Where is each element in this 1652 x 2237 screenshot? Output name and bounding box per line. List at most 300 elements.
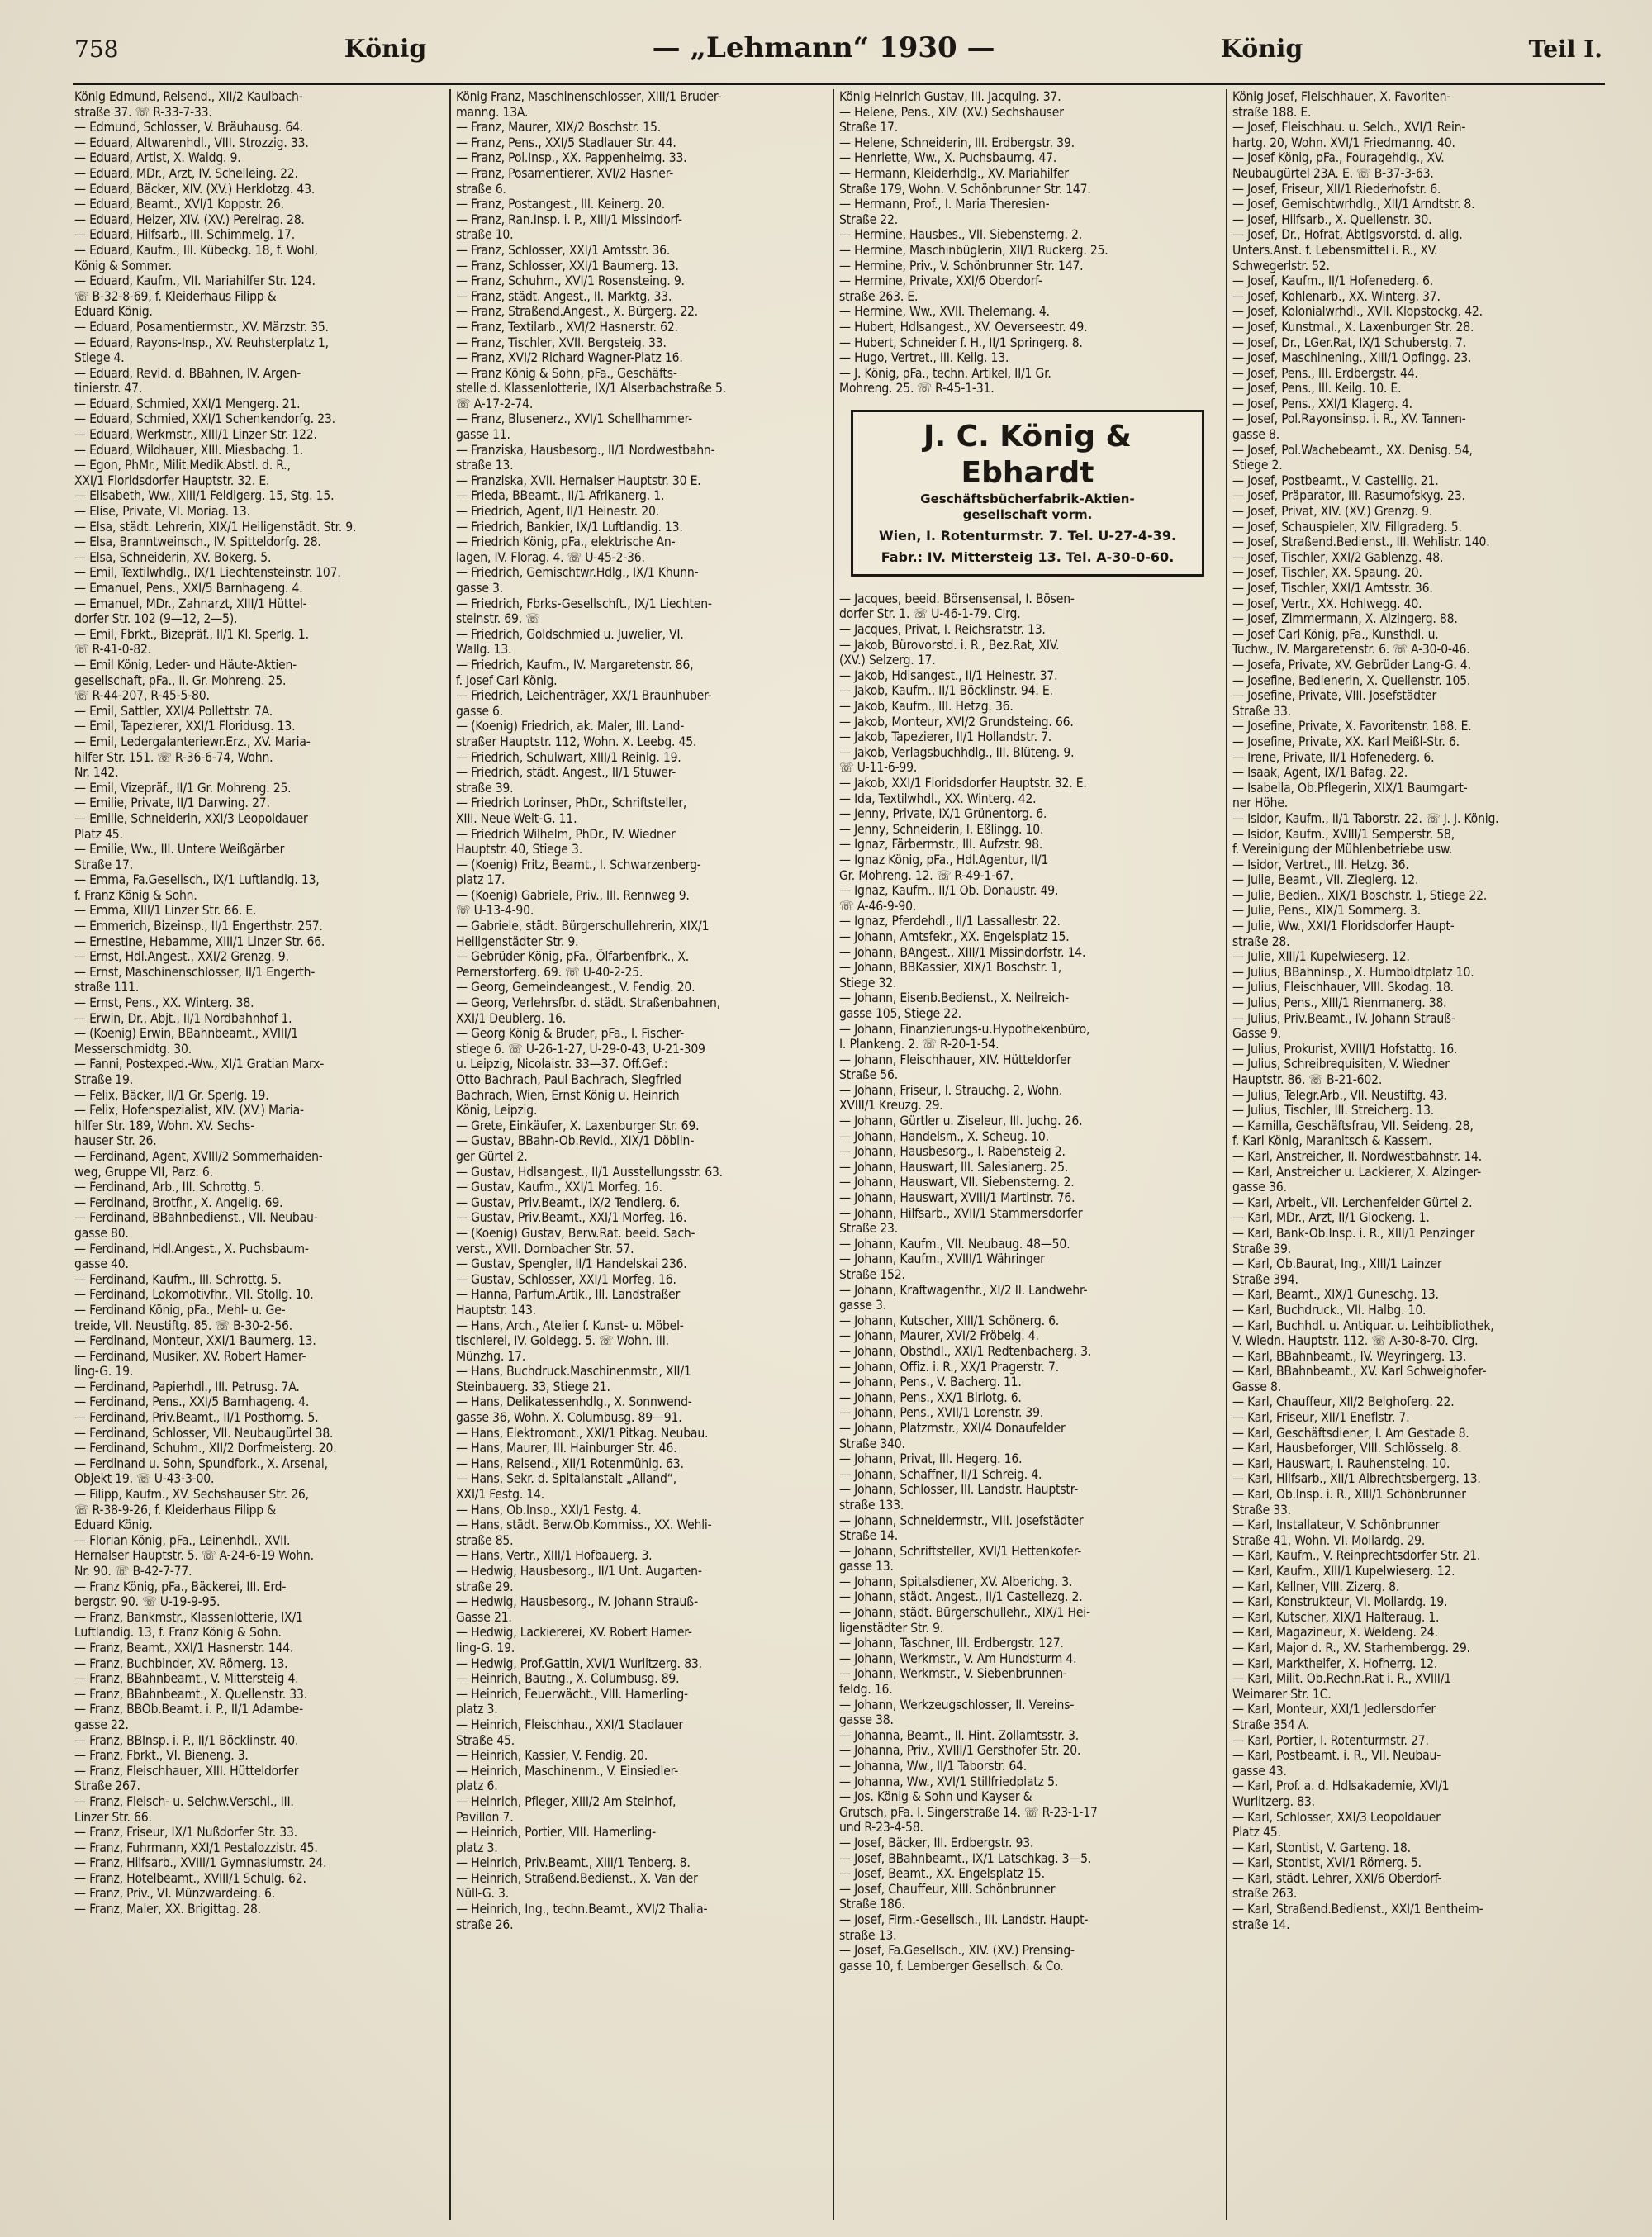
directory-entry-line: — Ferdinand, Priv.Beamt., II/1 Posthorng. 5. [74,1410,319,1426]
directory-entry-line: straße 263. E. [839,288,919,304]
directory-entry-line: — Josef, Kaufm., II/1 Hofenederg. 6. [1232,273,1434,289]
header-right-name: König [1220,35,1303,64]
directory-entry-line: und R-23-4-58. [839,1820,923,1836]
directory-entry-line: ☏ U-11-6-99. [839,760,918,776]
directory-entry-line: — Hermine, Ww., XVII. Thelemang. 4. [839,304,1050,320]
directory-entry-line: — Johann, Hauswart, VII. Siebensterng. 2. [839,1175,1075,1190]
directory-entry-line: manng. 13A. [456,104,529,120]
directory-entry-line: Straße 186. [839,1897,905,1912]
directory-entry-line: — Franz, Fbrkt., VI. Bieneng. 3. [74,1748,249,1764]
directory-entry-line: — Julius, Tischler, III. Streicherg. 13. [1232,1103,1435,1118]
directory-entry-line: — Hans, Reisend., XII/1 Rotenmühlg. 63. [456,1456,684,1471]
header-part: Teil I. [1528,36,1602,63]
directory-entry-line: — Karl, Anstreicher u. Lackierer, X. Alzinger- [1232,1164,1481,1180]
directory-entry-line: — Ferdinand, Papierhdl., III. Petrusg. 7A. [74,1379,300,1394]
directory-entry-line: — Johann, Hauswart, XVIII/1 Martinstr. 76. [839,1190,1075,1206]
directory-entry-line: — Karl, MDr., Arzt, II/1 Glockeng. 1. [1232,1210,1430,1226]
directory-entry-line: Straße 56. [839,1067,898,1083]
directory-entry-line: — Josef, Maschinening., XIII/1 Opfingg. 23. [1232,350,1472,366]
directory-entry-line: Gr. Mohreng. 12. ☏ R-49-1-67. [839,867,1014,883]
directory-entry-line: — Emma, Fa.Gesellsch., IX/1 Luftlandig. 13, [74,872,320,888]
directory-entry-line: platz 17. [456,872,506,888]
directory-entry-line: — Julius, BBahninsp., X. Humboldtplatz 10. [1232,964,1474,980]
directory-entry-line: — Johann, Handelsm., X. Scheug. 10. [839,1128,1049,1144]
directory-entry-line: gasse 3. [839,1298,886,1313]
directory-entry-line: König Heinrich Gustav, III. Jacquing. 37. [839,89,1061,104]
directory-entry-line: Hauptstr. 40, Stiege 3. [456,842,582,857]
directory-entry-line: — Hans, Arch., Atelier f. Kunst- u. Möbel- [456,1318,684,1333]
directory-entry-line: — Heinrich, Kassier, V. Fendig. 20. [456,1748,648,1764]
directory-entry-line: XIII. Neue Welt-G. 11. [456,810,577,826]
directory-entry-line: — Hans, Maurer, III. Hainburger Str. 46. [456,1441,677,1456]
directory-entry-line: f. Karl König, Maranitsch & Kassern. [1232,1133,1432,1149]
directory-entry-line: — Heinrich, Priv.Beamt., XIII/1 Tenberg. 8. [456,1855,691,1871]
directory-entry-line: — Felix, Hofenspezialist, XIV. (XV.) Maria- [74,1103,304,1118]
directory-entry-line: — Karl, Major d. R., XV. Starhembergg. 29. [1232,1640,1470,1655]
directory-entry-line: — Franz, Fuhrmann, XXI/1 Pestalozzistr. 45. [74,1840,318,1855]
directory-entry-line: hauser Str. 26. [74,1133,157,1149]
directory-entry-line: straße 14. [1232,1916,1290,1932]
directory-entry-line: — Franz, Bankmstr., Klassenlotterie, IX/1 [74,1609,303,1625]
directory-entry-line: — Josef, Pens., III. Keilg. 10. E. [1232,381,1402,397]
directory-entry-line: — Karl, Arbeit., VII. Lerchenfelder Gürtel 2. [1232,1194,1473,1210]
directory-entry-line: — Josefine, Private, XX. Karl Meißl-Str. 6. [1232,734,1460,749]
directory-entry-line: — Karl, Stontist, XVI/1 Römerg. 5. [1232,1855,1422,1871]
directory-entry-line: — Hermine, Priv., V. Schönbrunner Str. 147. [839,258,1084,273]
directory-entry-line: — Elisabeth, Ww., XIII/1 Feldigerg. 15, Stg. 15. [74,488,335,504]
directory-entry-line: — Josef, Pens., XXI/1 Klagerg. 4. [1232,396,1412,411]
directory-entry-line: Wallg. 13. [456,642,512,658]
directory-entry-line: — Franz, Hilfsarb., XVIII/1 Gymnasiumstr. 24. [74,1855,327,1871]
directory-entry-line: — Eduard, Revid. d. BBahnen, IV. Argen- [74,365,301,381]
directory-entry-line: — Franz, Schlosser, XXI/1 Baumerg. 13. [456,258,679,273]
directory-entry-line: — Hans, Ob.Insp., XXI/1 Festg. 4. [456,1502,642,1517]
directory-entry-line: straßer Hauptstr. 112, Wohn. X. Leebg. 45. [456,734,697,749]
directory-entry-line: gasse 36, Wohn. X. Columbusg. 89—91. [456,1410,682,1426]
directory-entry-line: — Gustav, Kaufm., XXI/1 Morfeg. 16. [456,1180,662,1195]
directory-entry-line: — Hanna, Parfum.Artik., III. Landstraßer [456,1287,681,1303]
directory-entry-line: — Fanni, Postexped.-Ww., XI/1 Gratian Marx- [74,1057,325,1072]
directory-entry-line: — Karl, Prof. a. d. Hdlsakademie, XVI/1 [1232,1779,1450,1794]
directory-entry-line: — Gustav, Priv.Beamt., XXI/1 Morfeg. 16. [456,1210,687,1226]
directory-entry-line: — Emil, Ledergalanteriewr.Erz., XV. Maria- [74,734,311,749]
directory-entry-line: — (Koenig) Gabriele, Priv., III. Rennweg 9. [456,887,690,903]
directory-entry-line: — Franz, Straßend.Angest., X. Bürgerg. 22. [456,304,698,320]
directory-entry-line: — Friedrich, städt. Angest., II/1 Stuwer- [456,765,676,781]
directory-entry-line: — Josef König, pFa., Fouragehdlg., XV. [1232,150,1445,166]
directory-entry-line: gasse 43. [1232,1763,1287,1779]
directory-entry-line: — Julie, Ww., XXI/1 Floridsdorfer Haupt- [1232,919,1455,934]
directory-entry-line: — Hedwig, Prof.Gattin, XVI/1 Wurlitzerg. 83. [456,1655,702,1671]
directory-entry-line: hilfer Str. 189, Wohn. XV. Sechs- [74,1118,255,1133]
directory-entry-line: — Karl, Hausbeforger, VIII. Schlösselg. 8. [1232,1441,1462,1456]
header-left-name: König [344,35,427,64]
ad-description-1: Geschäftsbücherfabrik-Aktien- [920,491,1135,506]
directory-entry-line: — Josef, Zimmermann, X. Alzingerg. 88. [1232,611,1458,627]
directory-entry-line: — Franz, Pol.Insp., XX. Pappenheimg. 33. [456,150,687,166]
directory-entry-line: dorfer Str. 102 (9—12, 2—5). [74,611,238,627]
directory-entry-line: — Eduard, Artist, X. Waldg. 9. [74,150,241,166]
directory-entry-line: — Ferdinand, Pens., XXI/5 Barnhageng. 4. [74,1394,310,1410]
directory-entry-line: — Josef, Chauffeur, XIII. Schönbrunner [839,1881,1056,1897]
directory-entry-line: ger Gürtel 2. [456,1148,528,1164]
directory-entry-line: Straße 14. [839,1528,898,1544]
directory-entry-line: — Franz, Maler, XX. Brigittag. 28. [74,1902,261,1917]
directory-entry-line: gasse 11. [456,427,510,443]
directory-entry-line: Neubaugürtel 23A. E. ☏ B-37-3-63. [1232,165,1434,181]
directory-entry-line: Platz 45. [74,826,123,842]
directory-entry-line: — Franz, Hotelbeamt., XVIII/1 Schulg. 62. [74,1870,306,1886]
directory-entry-line: Schwegerlstr. 52. [1232,258,1330,273]
directory-entry-line: — Heinrich, Bautng., X. Columbusg. 89. [456,1671,680,1687]
directory-entry-line: Otto Bachrach, Paul Bachrach, Siegfried [456,1072,681,1087]
directory-entry-line: — Emanuel, Pens., XXI/5 Barnhageng. 4. [74,581,303,596]
directory-entry-line: Nüll-G. 3. [456,1886,509,1902]
directory-entry-line: gasse 36. [1232,1180,1287,1195]
directory-entry-line: gasse 3. [456,581,503,596]
directory-entry-line: — Emil, Textilwhdlg., IX/1 Liechtensteinstr. 107. [74,565,341,581]
directory-entry-line: — Emma, XIII/1 Linzer Str. 66. E. [74,903,257,919]
directory-entry-line: — Heinrich, Ing., techn.Beamt., XVI/2 Thalia- [456,1902,708,1917]
directory-entry-line: Nr. 90. ☏ B-42-7-77. [74,1564,192,1579]
directory-entry-line: — Ignaz König, pFa., Hdl.Agentur, II/1 [839,852,1049,867]
directory-entry-line: — Johann, Pens., XX/1 Biriotg. 6. [839,1389,1022,1405]
directory-entry-line: — Franz, BBahnbeamt., X. Quellenstr. 33. [74,1686,308,1702]
directory-entry-line: — Julius, Fleischhauer, VIII. Skodag. 18. [1232,980,1454,995]
directory-entry-line: — Ignaz, Kaufm., II/1 Ob. Donaustr. 49. [839,883,1059,899]
directory-entry-line: — Karl, Friseur, XII/1 Eneflstr. 7. [1232,1410,1410,1426]
directory-entry-line: — Josef, Fleischhau. u. Selch., XVI/1 Rein- [1232,120,1466,135]
directory-entry-line: Straße 23. [839,1221,898,1237]
directory-entry-line: Straße 17. [839,120,898,135]
directory-entry-line: — Johann, städt. Angest., II/1 Castellezg. 2. [839,1589,1083,1605]
directory-entry-line: — Ferdinand, Lokomotivfhr., VII. Stollg. 10. [74,1287,314,1303]
directory-entry-line: ling-G. 19. [456,1640,515,1655]
directory-entry-line: — Karl, Anstreicher, II. Nordwestbahnstr. 14. [1232,1148,1482,1164]
directory-entry-line: — Josef, Tischler, XX. Spaung. 20. [1232,565,1422,581]
directory-entry-line: Eduard König. [74,304,153,320]
directory-entry-line: — Johann, Werkzeugschlosser, II. Vereins- [839,1697,1075,1712]
directory-entry-line: — Johann, Kraftwagenfhr., XI/2 II. Landwehr- [839,1282,1088,1298]
directory-entry-line: Tuchw., IV. Margaretenstr. 6. ☏ A-30-0-46. [1232,642,1470,658]
directory-entry-line: — Johann, Kutscher, XIII/1 Schönerg. 6. [839,1313,1060,1328]
directory-entry-line: Weimarer Str. 1C. [1232,1686,1332,1702]
directory-entry-line: — Johann, Kaufm., XVIII/1 Währinger [839,1251,1045,1267]
directory-entry-line: — Karl, Geschäftsdiener, I. Am Gestade 8. [1232,1425,1469,1441]
directory-entry-line: I. Plankeng. 2. ☏ R-20-1-54. [839,1037,999,1052]
directory-entry-line: — Karl, Markthelfer, X. Hofherrg. 12. [1232,1655,1438,1671]
directory-entry-line: — Eduard, Hilfsarb., III. Schimmelg. 17. [74,227,295,243]
directory-entry-line: Pavillon 7. [456,1809,514,1825]
directory-entry-line: — Emil König, Leder- und Häute-Aktien- [74,657,297,672]
directory-entry-line: — Heinrich, Portier, VIII. Hamerling- [456,1825,656,1840]
directory-entry-line: — Hermine, Maschinbüglerin, XII/1 Ruckerg. 25. [839,242,1108,258]
directory-entry-line: Bachrach, Wien, Ernst König u. Heinrich [456,1087,680,1103]
directory-entry-line: straße 133. [839,1497,904,1513]
directory-entry-line: — Johann, Schlosser, III. Landstr. Hauptstr- [839,1482,1079,1498]
directory-entry-line: — Johann, BAngest., XIII/1 Missindorfstr. 14. [839,944,1086,960]
directory-entry-line: — Julie, Bedien., XIX/1 Boschstr. 1, Stiege 22. [1232,887,1488,903]
directory-entry-line: — Jakob, Verlagsbuchhdlg., III. Blüteng. 9. [839,744,1075,760]
directory-entry-line: — Friedrich, Goldschmied u. Juwelier, VI. [456,626,684,642]
directory-entry-line: — Johann, Spitalsdiener, XV. Alberichg. 3. [839,1574,1073,1589]
directory-entry-line: — Johann, Friseur, I. Strauchg. 2, Wohn. [839,1082,1063,1098]
directory-entry-line: — Johann, Pens., V. Bacherg. 11. [839,1375,1022,1390]
directory-entry-line: — Hubert, Hdlsangest., XV. Oeverseestr. 49. [839,319,1088,335]
directory-entry-line: Gasse 8. [1232,1379,1281,1394]
directory-entry-line: — Elise, Private, VI. Moriag. 13. [74,504,250,520]
directory-entry-line: — Josef, Gemischtwrhdlg., XII/1 Arndtstr. 8. [1232,197,1475,212]
directory-entry-line: — Eduard, Bäcker, XIV. (XV.) Herklotzg. 43. [74,181,316,197]
directory-entry-line: — Heinrich, Straßend.Bedienst., X. Van der [456,1870,698,1886]
directory-entry-line: Linzer Str. 66. [74,1809,152,1825]
directory-entry-line: — Ferdinand König, pFa., Mehl- u. Ge- [74,1302,286,1318]
directory-entry-line: — Hans, Elektromont., XXI/1 Pitkag. Neubau. [456,1425,709,1441]
directory-entry-line: — Friedrich, Agent, II/1 Heinestr. 20. [456,504,659,520]
directory-entry-line: — Helene, Schneiderin, III. Erdbergstr. 39. [839,135,1075,150]
directory-entry-line: — Franz, BBInsp. i. P., II/1 Böcklinstr. 40. [74,1732,299,1748]
directory-entry-line: — Emil, Fbrkt., Bizepräf., II/1 Kl. Sperlg. 1. [74,626,309,642]
directory-entry-line: — Hedwig, Lackiererei, XV. Robert Hamer- [456,1625,692,1641]
directory-entry-line: dorfer Str. 1. ☏ U-46-1-79. Clrg. [839,606,1021,622]
directory-entry-line: — Ferdinand, Kaufm., III. Schrottg. 5. [74,1271,282,1287]
directory-entry-line: Straße 22. [839,211,898,227]
directory-entry-line: — Karl, Portier, I. Rotenturmstr. 27. [1232,1732,1429,1748]
directory-entry-line: — Franz, Priv., VI. Münzwardeing. 6. [74,1886,276,1902]
directory-entry-line: gasse 80. [74,1225,129,1241]
directory-entry-line: — Eduard, Kaufm., VII. Mariahilfer Str. 124. [74,273,316,289]
directory-entry-line: Objekt 19. ☏ U-43-3-00. [74,1471,215,1487]
directory-entry-line: — Hermine, Private, XXI/6 Oberdorf- [839,273,1042,289]
directory-entry-line: — Ida, Textilwhdl., XX. Winterg. 42. [839,791,1037,806]
directory-entry-line: ☏ R-38-9-26, f. Kleiderhaus Filipp & [74,1502,276,1517]
directory-entry-line: — Franz, Posamentierer, XVI/2 Hasner- [456,165,674,181]
directory-entry-line: verst., XVII. Dornbacher Str. 57. [456,1241,634,1256]
directory-entry-line: — (Koenig) Friedrich, ak. Maler, III. Land- [456,719,685,734]
directory-entry-line: — Friedrich Wilhelm, PhDr., IV. Wiedner [456,826,676,842]
directory-entry-line: — Franz, Pens., XXI/5 Stadlauer Str. 44. [456,135,676,150]
directory-entry-line: — Gustav, Spengler, II/1 Handelskai 236. [456,1256,687,1272]
directory-entry-line: — Franz, Blusenerz., XVI/1 Schellhammer- [456,411,693,427]
directory-entry-line: — Jacques, beeid. Börsensensal, I. Bösen- [839,591,1075,606]
directory-entry-line: Stiege 4. [74,350,125,366]
directory-entry-line: — Friedrich, Schulwart, XIII/1 Reinlg. 19. [456,749,681,765]
directory-entry-line: — Karl, Stontist, V. Garteng. 18. [1232,1840,1411,1855]
directory-entry-line: — Josef, Postbeamt., V. Castellig. 21. [1232,473,1439,488]
directory-entry-line: — Hans, städt. Berw.Ob.Kommiss., XX. Wehli- [456,1517,712,1533]
directory-entry-line: straße 111. [74,980,140,995]
directory-entry-line: — Georg, Verlehrsfbr. d. städt. Straßenbahnen, [456,995,720,1011]
directory-entry-line: — Isidor, Kaufm., XVIII/1 Semperstr. 58, [1232,826,1455,842]
directory-entry-line: straße 6. [456,181,506,197]
directory-entry-line: — Johann, Kaufm., VII. Neubaug. 48—50. [839,1236,1070,1251]
directory-entry-line: Straße 394. [1232,1271,1298,1287]
directory-entry-line: — Gebrüder König, pFa., Ölfarbenfbrk., X. [456,949,690,965]
directory-entry-line: Gasse 9. [1232,1026,1281,1042]
directory-entry-line: — Kamilla, Geschäftsfrau, VII. Seideng. 28, [1232,1118,1474,1133]
directory-entry-line: Straße 179, Wohn. V. Schönbrunner Str. 147. [839,181,1091,197]
directory-entry-line: — Josef, Kolonialwrhdl., XVII. Klopstockg. 42. [1232,304,1483,320]
directory-entry-line: platz 6. [456,1779,498,1794]
directory-entry-line: — Frieda, BBeamt., II/1 Afrikanerg. 1. [456,488,665,504]
directory-entry-line: König Josef, Fleischhauer, X. Favoriten- [1232,89,1451,104]
directory-entry-line: — Friedrich, Leichenträger, XX/1 Braunhuber- [456,688,712,704]
directory-entry-line: — Hedwig, Hausbesorg., IV. Johann Strauß- [456,1594,699,1610]
directory-entry-line: Straße 354 A. [1232,1717,1310,1732]
directory-entry-line: — Johann, Maurer, XVI/2 Fröbelg. 4. [839,1328,1039,1344]
directory-entry-line: — Johanna, Ww., II/1 Taborstr. 64. [839,1759,1028,1774]
directory-entry-line: XXI/1 Floridsdorfer Hauptstr. 32. E. [74,473,270,488]
directory-entry-line: — Karl, Kellner, VIII. Zizerg. 8. [1232,1579,1400,1594]
directory-entry-line: — Karl, Buchdruck., VII. Halbg. 10. [1232,1302,1427,1318]
ad-address-factory: Fabr.: IV. Mittersteig 13. Tel. A-30-0-60. [881,549,1175,565]
directory-entry-line: gasse 22. [74,1717,129,1732]
directory-entry-line: — Johann, Schaffner, II/1 Schreig. 4. [839,1466,1042,1482]
ad-address-vienna: Wien, I. Rotenturmstr. 7. Tel. U-27-4-39. [878,527,1177,544]
directory-entry-line: XVIII/1 Kreuzg. 29. [839,1098,943,1114]
directory-entry-line: — Johann, Gürtler u. Ziseleur, III. Juchg. 26. [839,1114,1083,1129]
directory-entry-line: stiege 6. ☏ U-26-1-27, U-29-0-43, U-21-309 [456,1041,705,1057]
directory-entry-line: gasse 6. [456,703,503,719]
directory-entry-line: — Franz König & Sohn, pFa., Geschäfts- [456,365,677,381]
directory-entry-line: — Hermann, Prof., I. Maria Theresien- [839,197,1050,212]
directory-entry-line: — Johann, Eisenb.Bedienst., X. Neilreich- [839,990,1069,1006]
directory-entry-line: — Josef, Präparator, III. Rasumofskyg. 23. [1232,488,1465,504]
directory-entry-line: — Ferdinand, Schuhm., XII/2 Dorfmeisterg. 20. [74,1441,337,1456]
column-3-top [839,89,1209,397]
directory-entry-line: Messerschmidtg. 30. [74,1041,192,1057]
directory-entry-line: Mohreng. 25. ☏ R-45-1-31. [839,381,995,397]
directory-entry-line: — Julie, Beamt., VII. Zieglerg. 12. [1232,872,1419,888]
directory-entry-line: — Elsa, Schneiderin, XV. Bokerg. 5. [74,549,272,565]
directory-entry-line: — Josef, Bäcker, III. Erdbergstr. 93. [839,1835,1034,1850]
directory-entry-line: — Karl, Ob.Insp. i. R., XIII/1 Schönbrunner [1232,1487,1466,1503]
directory-entry-line: — Hans, Sekr. d. Spitalanstalt „Alland“, [456,1471,676,1487]
directory-entry-line: — Ferdinand, Musiker, XV. Robert Hamer- [74,1348,306,1364]
directory-entry-line: — Eduard, Heizer, XIV. (XV.) Pereirag. 28. [74,211,305,227]
directory-entry-line: — Karl, Milit. Ob.Rechn.Rat i. R., XVIII/1 [1232,1671,1451,1687]
directory-entry-line: — Julius, Telegr.Arb., VII. Neustiftg. 43. [1232,1087,1448,1103]
directory-entry-line: — Franz, Friseur, IX/1 Nußdorfer Str. 33. [74,1825,297,1840]
directory-entry-line: — Johann, Schneidermstr., VIII. Josefstädter [839,1513,1084,1528]
directory-entry-line: lagen, IV. Florag. 4. ☏ U-45-2-36. [456,549,645,565]
directory-entry-line: — Franziska, XVII. Hernalser Hauptstr. 30 E. [456,473,701,488]
directory-entry-line: — Erwin, Dr., Abjt., II/1 Nordbahnhof 1. [74,1010,292,1026]
directory-entry-line: — (Koenig) Fritz, Beamt., I. Schwarzenberg- [456,857,701,872]
directory-entry-line: — Egon, PhMr., Milit.Medik.Abstl. d. R., [74,458,291,473]
directory-entry-line: — Jos. König & Sohn und Kayser & [839,1789,1032,1805]
directory-entry-line: — Georg König & Bruder, pFa., I. Fischer- [456,1026,685,1042]
directory-entry-line: Nr. 142. [74,765,119,781]
directory-entry-line: — Emmerich, Bizeinsp., II/1 Engerthstr. 257. [74,919,323,934]
directory-entry-line: — Jakob, Hdlsangest., II/1 Heinestr. 37. [839,667,1058,683]
directory-entry-line: — Henriette, Ww., X. Puchsbaumg. 47. [839,150,1057,166]
directory-entry-line: Straße 17. [74,857,133,872]
directory-entry-line: — Josef, Schauspieler, XIV. Fillgraderg. 5. [1232,519,1462,534]
directory-entry-line: — Johann, Amtsfekr., XX. Engelsplatz 15. [839,929,1070,944]
directory-entry-line: — Josef, BBahnbeamt., IX/1 Latschkag. 3—5. [839,1850,1092,1866]
directory-entry-line: — Ferdinand, Arb., III. Schrottg. 5. [74,1180,265,1195]
directory-entry-line: — Heinrich, Feuerwächt., VIII. Hamerling- [456,1686,688,1702]
directory-entry-line: — Josefine, Private, X. Favoritenstr. 188. E. [1232,719,1472,734]
directory-entry-line: XXI/1 Deublerg. 16. [456,1010,567,1026]
directory-entry-line: — Franz, BBahnbeamt., V. Mittersteig 4. [74,1671,299,1687]
directory-entry-line: — Eduard, Rayons-Insp., XV. Reuhsterplatz 1, [74,335,329,350]
directory-entry-line: — Hugo, Vertret., III. Keilg. 13. [839,350,1009,366]
directory-entry-line: u. Leipzig, Nicolaistr. 33—37. Öff.Gef.: [456,1057,668,1072]
directory-entry-line: Münzhg. 17. [456,1348,526,1364]
directory-entry-line: Stiege 2. [1232,458,1283,473]
directory-entry-line: — Jakob, Monteur, XVI/2 Grundsteing. 66. [839,714,1074,729]
page-number: 758 [74,36,119,63]
directory-entry-line: — Friedrich, Kaufm., IV. Margaretenstr. 86, [456,657,694,672]
directory-entry-line: — Grete, Einkäufer, X. Laxenburger Str. 69. [456,1118,700,1133]
directory-entry-line: — Julie, XIII/1 Kupelwieserg. 12. [1232,949,1410,965]
directory-entry-line: — Johann, Schriftsteller, XVI/1 Hettenkofer- [839,1543,1082,1559]
directory-entry-line: — Gustav, BBahn-Ob.Revid., XIX/1 Döblin- [456,1133,695,1149]
directory-entry-line: Steinbauerg. 33, Stiege 21. [456,1379,610,1394]
directory-entry-line: — Franz, Ran.Insp. i. P., XIII/1 Missindorf- [456,211,682,227]
directory-entry-line: Unters.Anst. f. Lebensmittel i. R., XV. [1232,242,1438,258]
directory-entry-line: — Josef, Kunstmal., X. Laxenburger Str. 28. [1232,319,1474,335]
directory-entry-line: — Johann, Hauswart, III. Salesianerg. 25. [839,1159,1069,1175]
directory-entry-line: — Gustav, Hdlsangest., II/1 Ausstellungsstr. 63. [456,1164,723,1180]
directory-entry-line: — Ferdinand, BBahnbedienst., VII. Neubau- [74,1210,318,1226]
directory-entry-line: ner Höhe. [1232,796,1289,811]
directory-entry-line: — Eduard, Beamt., XVI/1 Koppstr. 26. [74,197,284,212]
directory-entry-line: — Karl, Beamt., XIX/1 Guneschg. 13. [1232,1287,1439,1303]
directory-entry-line: feldg. 16. [839,1682,893,1698]
directory-entry-line: ☏ R-41-0-82. [74,642,151,658]
directory-entry-line: — Eduard, Werkmstr., XIII/1 Linzer Str. 122. [74,427,317,443]
directory-entry-line: — Friedrich, Gemischtwr.Hdlg., IX/1 Khunn- [456,565,699,581]
directory-entry-line: — Emil, Vizepräf., II/1 Gr. Mohreng. 25. [74,780,292,796]
directory-entry-line: — Johann, Werkmstr., V. Siebenbrunnen- [839,1666,1067,1682]
directory-entry-line: — Karl, Installateur, V. Schönbrunner [1232,1517,1440,1533]
directory-entry-line: Grutsch, pFa. I. Singerstraße 14. ☏ R-23-1-17 [839,1804,1098,1820]
directory-entry-line: — Josef, Dr., LGer.Rat, IX/1 Schuberstg. 7. [1232,335,1466,350]
directory-entry-line: — Emanuel, MDr., Zahnarzt, XIII/1 Hüttel- [74,596,307,611]
directory-entry-line: Straße 340. [839,1436,905,1451]
directory-entry-line: — Isabella, Ob.Pflegerin, XIX/1 Baumgart- [1232,780,1468,796]
directory-entry-line: — Ernst, Pens., XX. Winterg. 38. [74,995,254,1011]
directory-entry-line: — Filipp, Kaufm., XV. Sechshauser Str. 26, [74,1487,309,1503]
directory-entry-line: Straße 33. [1232,703,1291,719]
directory-entry-line: — Franz, städt. Angest., II. Marktg. 33. [456,288,672,304]
directory-entry-line: gasse 10, f. Lemberger Gesellsch. & Co. [839,1958,1064,1973]
directory-entry-line: — Jakob, Kaufm., II/1 Böcklinstr. 94. E. [839,683,1053,699]
directory-entry-line: — Eduard, Wildhauer, XIII. Miesbachg. 1. [74,442,304,458]
directory-entry-line: — Johann, Hilfsarb., XVII/1 Stammersdorfer [839,1205,1083,1221]
directory-entry-line: — Franziska, Hausbesorg., II/1 Nordwestbahn- [456,442,715,458]
directory-entry-line: — Karl, Bank-Ob.Insp. i. R., XIII/1 Penzinger [1232,1225,1475,1241]
directory-entry-line: Hernalser Hauptstr. 5. ☏ A-24-6-19 Wohn. [74,1548,314,1564]
directory-entry-line: stelle d. Klassenlotterie, IX/1 Alserbachstraße 5. [456,381,726,397]
directory-entry-line: — Elsa, städt. Lehrerin, XIX/1 Heiligenstädt. Str. 9. [74,519,357,534]
directory-entry-line: — Hans, Buchdruck.Maschinenmstr., XII/1 [456,1364,691,1380]
directory-entry-line: straße 263. [1232,1886,1298,1902]
directory-entry-line: — Ignaz, Pferdehdl., II/1 Lassallestr. 22. [839,914,1061,929]
directory-entry-line: — Karl, BBahnbeamt., XV. Karl Schweighofer- [1232,1364,1487,1380]
directory-entry-line: — Johann, Fleischhauer, XIV. Hütteldorfer [839,1052,1072,1067]
directory-entry-line: Stiege 32. [839,975,897,990]
directory-entry-line: — Julius, Schreibrequisiten, V. Wiedner [1232,1057,1450,1072]
directory-entry-line: gasse 40. [74,1256,129,1272]
directory-entry-line: — Julius, Prokurist, XVIII/1 Hofstattg. 16. [1232,1041,1458,1057]
directory-entry-line: tinierstr. 47. [74,381,143,397]
column-divider [449,89,451,2220]
directory-entry-line: — Eduard, Kaufm., III. Kübeckg. 18, f. Wohl, [74,242,318,258]
